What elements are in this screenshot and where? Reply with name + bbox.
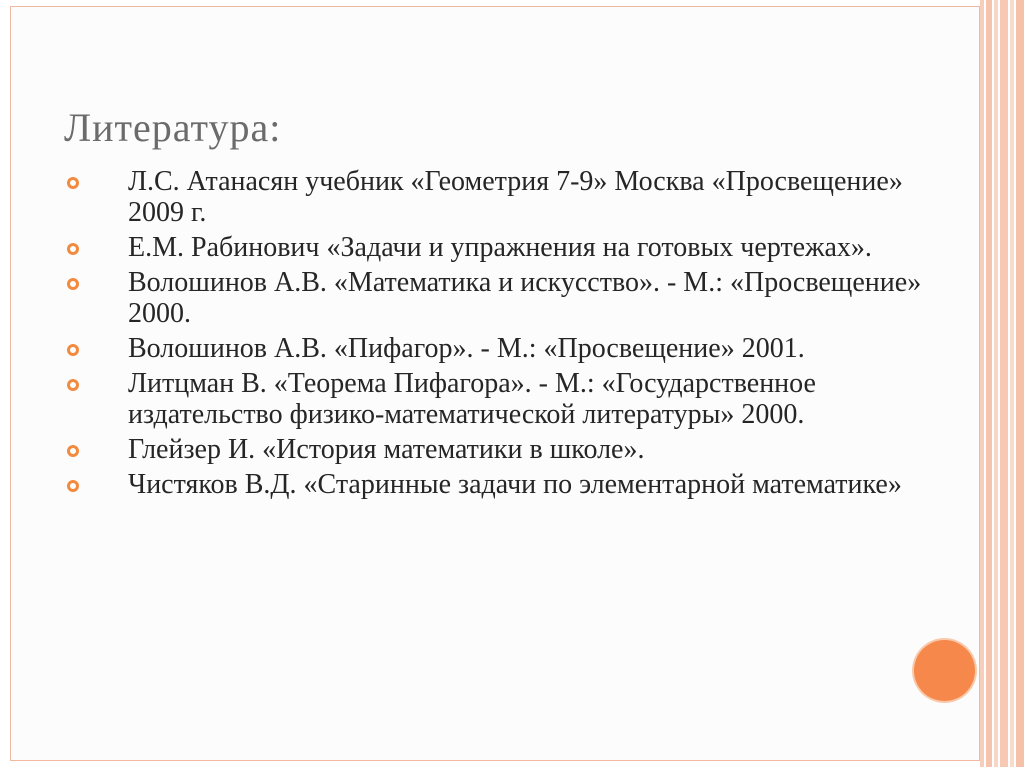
list-item-text: Чистяков В.Д. «Старинные задачи по элементарной математике»: [128, 469, 902, 500]
list-item: [64, 333, 944, 364]
list-item: [64, 469, 944, 500]
ring-bullet-icon: [67, 177, 79, 189]
list-item: [64, 368, 944, 430]
ring-bullet-icon: [67, 344, 79, 356]
stripe: [1000, 0, 1008, 767]
list-item: [64, 166, 944, 228]
list-item-text: Волошинов А.В. «Пифагор». - М.: «Просвещение» 2001.: [128, 333, 805, 364]
ring-bullet-icon: [67, 379, 79, 391]
stripe: [994, 0, 998, 767]
list-item: [64, 232, 944, 263]
stripe: [986, 0, 992, 767]
list-item-text: Глейзер И. «История математики в школе».: [128, 434, 645, 465]
ring-bullet-icon: [67, 278, 79, 290]
decorative-circle: [914, 640, 975, 701]
list-item-text: Л.С. Атанасян учебник «Геометрия 7-9» Москва «Просвещение» 2009 г.: [128, 166, 903, 228]
list-item-text: Литцман В. «Теорема Пифагора». - М.: «Государственное издательство физико-математической литературы» 2000.: [128, 368, 816, 430]
decorative-stripes: [980, 0, 1024, 767]
stripe: [980, 0, 984, 767]
list-item-text: Е.М. Рабинович «Задачи и упражнения на готовых чертежах».: [128, 232, 872, 263]
ring-bullet-icon: [67, 480, 79, 492]
list-item-text: Волошинов А.В. «Математика и искусство». - М.: «Просвещение» 2000.: [128, 267, 922, 329]
list-item: [64, 267, 944, 329]
stripe: [1010, 0, 1014, 767]
ring-bullet-icon: [67, 243, 79, 255]
slide-title: Литература:: [64, 105, 282, 150]
ring-bullet-icon: [67, 445, 79, 457]
list-item: [64, 434, 944, 465]
bibliography-list: [64, 166, 944, 504]
stripe: [1016, 0, 1024, 767]
